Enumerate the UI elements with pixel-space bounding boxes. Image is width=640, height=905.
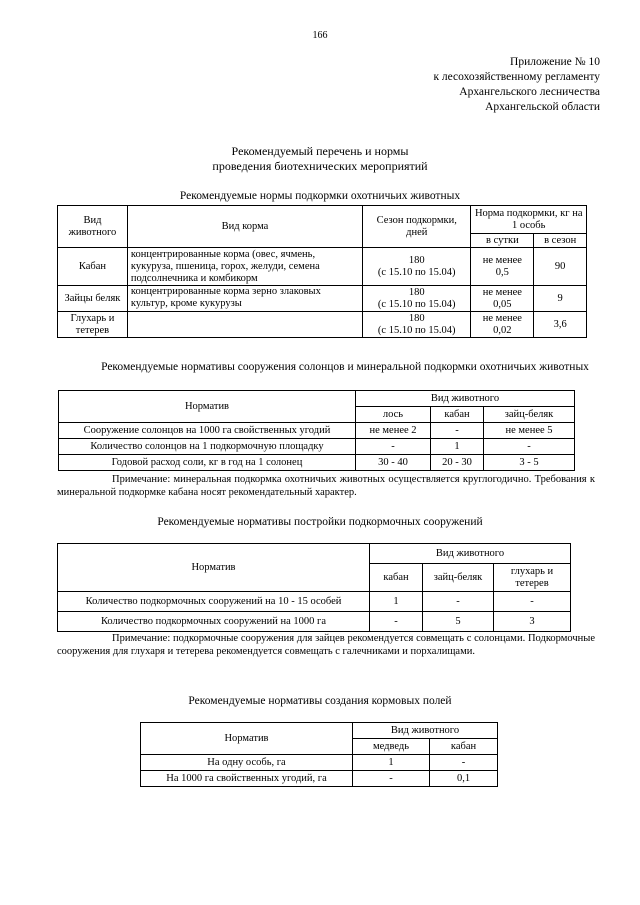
- cell-animal: Зайцы беляк: [58, 286, 128, 312]
- cell-label: Количество солонцов на 1 подкормочную площадку: [59, 439, 356, 455]
- cell-label: Годовой расход соли, кг в год на 1 солонец: [59, 455, 356, 471]
- table-row: [59, 439, 575, 455]
- page-number: 166: [312, 30, 328, 41]
- header-norm: Норматив: [59, 391, 356, 423]
- table-row: [58, 592, 571, 612]
- cell-value: 5: [423, 612, 494, 632]
- cell-label: На одну особь, га: [141, 755, 353, 771]
- appendix-line-3: Архангельского лесничества: [459, 86, 600, 98]
- cell-value: -: [430, 755, 498, 771]
- table2-note: Примечание: минеральная подкормка охотничьих животных осуществляется круглогодично. Требования к минеральной подкормке кабана носят рекомендательный характер.: [57, 474, 595, 498]
- cell-feed: [127, 312, 362, 338]
- table-row: [59, 423, 575, 439]
- header-feed: Вид корма: [127, 206, 362, 248]
- appendix-line-4: Архангельской области: [485, 101, 600, 113]
- table-row: [58, 248, 587, 286]
- cell-label: Количество подкормочных сооружений на 1000 га: [58, 612, 370, 632]
- cell-per-day: не менее 0,02: [471, 312, 534, 338]
- header-col2: кабан: [430, 739, 498, 755]
- cell-value: не менее 5: [484, 423, 575, 439]
- cell-per-day: не менее 0,5: [471, 248, 534, 286]
- title-line-2: проведения биотехнических мероприятий: [212, 159, 428, 173]
- table-row: [141, 771, 498, 787]
- cell-value: -: [353, 771, 430, 787]
- cell-value: 1: [353, 755, 430, 771]
- header-norm: Норматив: [58, 544, 370, 592]
- table-row: [59, 455, 575, 471]
- header-col1: лось: [356, 407, 431, 423]
- cell-value: -: [494, 592, 571, 612]
- header-col1: кабан: [370, 564, 423, 592]
- cell-value: 1: [370, 592, 423, 612]
- header-col2: зайц-беляк: [423, 564, 494, 592]
- appendix-line-2: к лесохозяйственному регламенту: [433, 71, 600, 83]
- cell-label: Количество подкормочных сооружений на 10 - 15 особей: [58, 592, 370, 612]
- header-animal-type: Вид животного: [356, 391, 575, 407]
- cell-value: -: [484, 439, 575, 455]
- header-animal: Вид животного: [58, 206, 128, 248]
- header-season: Сезон подкормки, дней: [363, 206, 471, 248]
- cell-value: -: [370, 612, 423, 632]
- header-col3: зайц-беляк: [484, 407, 575, 423]
- cell-label: Сооружение солонцов на 1000 га свойственных угодий: [59, 423, 356, 439]
- cell-label: На 1000 га свойственных угодий, га: [141, 771, 353, 787]
- feed-fields-table: [140, 722, 498, 787]
- header-col3: глухарь и тетерев: [494, 564, 571, 592]
- table2-caption: Рекомендуемые нормативы сооружения солонцов и минеральной подкормки охотничьих животных: [101, 361, 589, 373]
- cell-season: 180 (с 15.10 по 15.04): [363, 248, 471, 286]
- cell-per-season: 90: [534, 248, 587, 286]
- cell-value: -: [356, 439, 431, 455]
- cell-per-season: 3,6: [534, 312, 587, 338]
- document-title: [0, 144, 640, 174]
- table-row: [58, 286, 587, 312]
- table-row: [58, 612, 571, 632]
- cell-value: 3: [494, 612, 571, 632]
- cell-per-day: не менее 0,05: [471, 286, 534, 312]
- cell-value: 0,1: [430, 771, 498, 787]
- cell-value: -: [423, 592, 494, 612]
- appendix-header: [380, 55, 600, 115]
- cell-animal: Кабан: [58, 248, 128, 286]
- appendix-line-1: Приложение № 10: [510, 56, 600, 68]
- cell-value: не менее 2: [356, 423, 431, 439]
- header-col2: кабан: [431, 407, 484, 423]
- header-col1: медведь: [353, 739, 430, 755]
- table1-caption: Рекомендуемые нормы подкормки охотничьих животных: [179, 190, 461, 202]
- header-per-day: в сутки: [471, 234, 534, 248]
- table3-note: Примечание: подкормочные сооружения для зайцев рекомендуется совмещать с солонцами. Подкормочные сооружения для глухаря и тетерева рекомендуется совмещать с галечниками и порхалищами.: [57, 633, 595, 657]
- cell-per-season: 9: [534, 286, 587, 312]
- cell-value: 1: [431, 439, 484, 455]
- cell-season: 180 (с 15.10 по 15.04): [363, 286, 471, 312]
- cell-value: 20 - 30: [431, 455, 484, 471]
- cell-value: -: [431, 423, 484, 439]
- cell-feed: концентрированные корма (овес, ячмень, кукуруза, пшеница, горох, желуди, семена подсолнечника и комбикорм: [127, 248, 362, 286]
- header-norm: Норматив: [141, 723, 353, 755]
- feeding-norms-table: [57, 205, 587, 338]
- salt-lick-table: [58, 390, 575, 471]
- header-norm: Норма подкормки, кг на 1 особь: [471, 206, 587, 234]
- table4-caption: Рекомендуемые нормативы создания кормовых полей: [188, 695, 452, 707]
- cell-value: 30 - 40: [356, 455, 431, 471]
- cell-feed: концентрированные корма зерно злаковых культур, кроме кукурузы: [127, 286, 362, 312]
- title-line-1: Рекомендуемый перечень и нормы: [231, 144, 409, 158]
- cell-value: 3 - 5: [484, 455, 575, 471]
- header-animal-type: Вид животного: [370, 544, 571, 564]
- cell-animal: Глухарь и тетерев: [58, 312, 128, 338]
- header-per-season: в сезон: [534, 234, 587, 248]
- table-row: [141, 755, 498, 771]
- feeding-structures-table: [57, 543, 571, 632]
- table3-caption: Рекомендуемые нормативы постройки подкормочных сооружений: [157, 516, 483, 528]
- table-row: [58, 312, 587, 338]
- cell-season: 180 (с 15.10 по 15.04): [363, 312, 471, 338]
- header-animal-type: Вид животного: [353, 723, 498, 739]
